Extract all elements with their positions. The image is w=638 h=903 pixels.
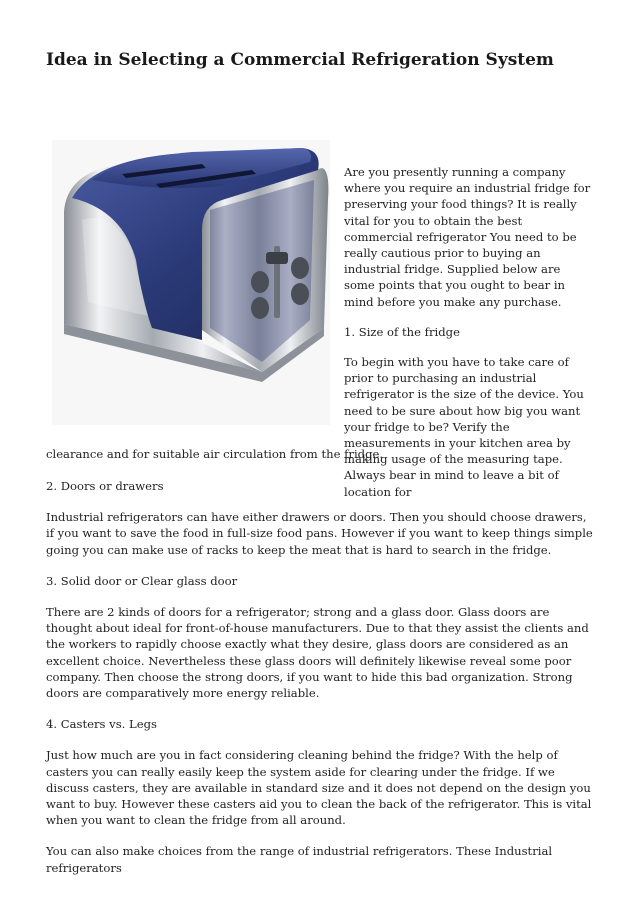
section-heading: 1. Size of the fridge: [344, 324, 460, 339]
section-heading: 4. Casters vs. Legs: [46, 717, 157, 732]
control-button: [291, 257, 309, 279]
control-button: [251, 271, 269, 293]
body-text: [46, 478, 598, 891]
page-title: Idea in Selecting a Commercial Refrigeration System: [46, 50, 554, 70]
paragraph-continuation: clearance and for suitable air circulation from the fridge.: [46, 447, 384, 461]
paragraph: Industrial refrigerators can have either drawers or doors. Then you should choose drawers, if you want to save the food in full-size food pans. However if you want to keep things simple going you can make use of racks to keep the meat that is hard to search in the fridge.: [46, 510, 593, 557]
section-heading: 2. Doors or drawers: [46, 479, 164, 493]
paragraph: You can also make choices from the range of industrial refrigerators. These Industrial refrigerators: [46, 844, 553, 875]
control-button: [291, 283, 309, 305]
paragraph: Just how much are you in fact considering cleaning behind the fridge? With the help of casters you can really easily keep the system aside for clearing under the fridge. If we discuss casters, they are available in standard size and it does not depend on the design you want to buy. However these casters aid you to clean the back of the refrigerator. This is vital when you want to clean the fridge from all around.: [46, 748, 592, 828]
toaster-image: [52, 140, 330, 425]
toaster-lever: [266, 252, 288, 264]
paragraph: There are 2 kinds of doors for a refrigerator; strong and a glass door. Glass doors are thought about ideal for front-of-house manufacturers. Due to that they assist the clients and the workers to rapidly choose exactly what they desire, glass doors are considered as an excellent choice. Nevertheless these glass doors will definitely likewise reveal some poor company. Then choose the strong doors, if you want to hide this bad organization. Strong doors are comparatively more energy reliable.: [46, 605, 589, 701]
section-heading: 3. Solid door or Clear glass door: [46, 573, 238, 588]
control-button: [251, 297, 269, 319]
intro-paragraph: To begin with you have to take care of prior to purchasing an industrial refrigerator is the size of the device. You need to be sure about how big you want your fridge to be? Verify the measurements in your kitchen area by making usage of the measuring tape. Always bear in mind to leave a bit of location for: [344, 355, 584, 499]
intro-paragraph: Are you presently running a company where you require an industrial fridge for preserving your food things? It is really vital for you to obtain the best commercial refrigerator You need to be really cautious prior to buying an industrial fridge. Supplied below are some points that you ought to bear in mind before you make any purchase.: [344, 165, 591, 309]
